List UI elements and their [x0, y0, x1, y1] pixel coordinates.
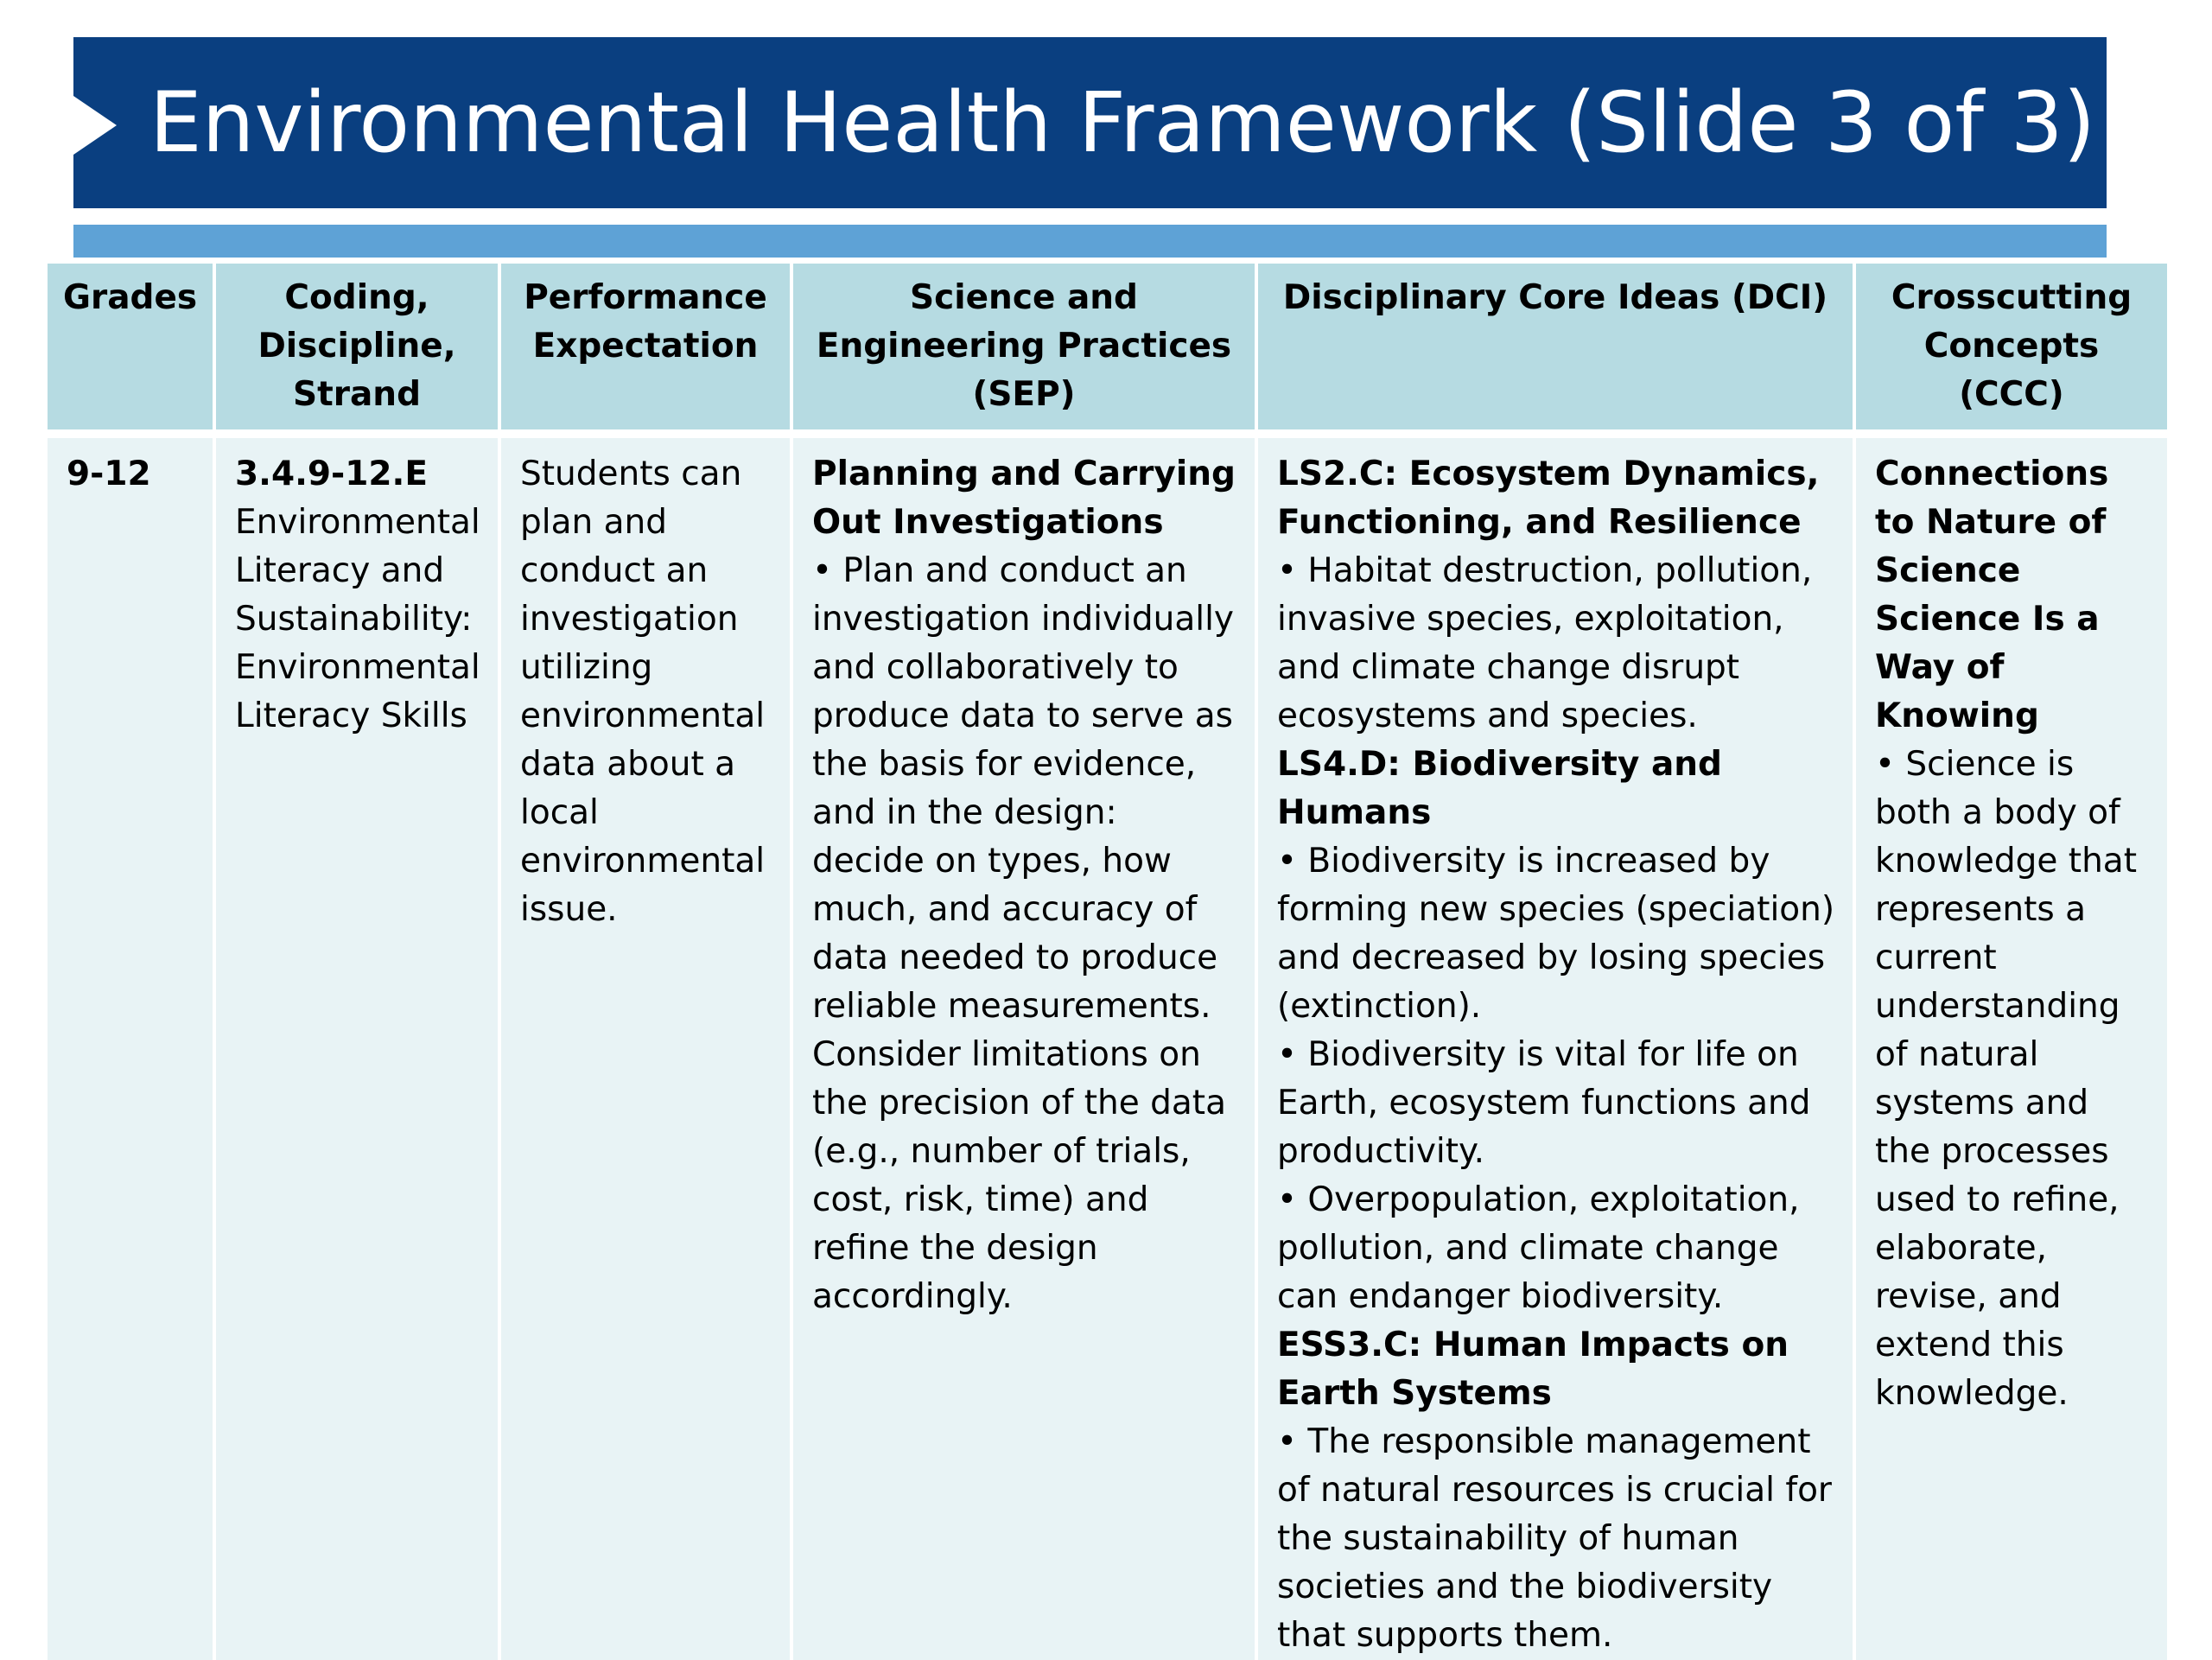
table-header-row: [48, 264, 2167, 429]
dci-heading-ess3c: ESS3.C: Human Impacts on Earth Systems: [1277, 1326, 1789, 1413]
dci-text-ls2c: • Habitat destruction, pollution, invasive species, exploitation, and climate change disrupt ecosystems and species.: [1277, 551, 1813, 735]
slide-title: Environmental Health Framework (Slide 3 of 3): [149, 74, 2096, 171]
dci-text-ls4d-1: • Biodiversity is increased by forming new species (speciation) and decreased by losing species (extinction).: [1277, 842, 1835, 1026]
pe-text: Students can plan and conduct an investigation utilizing environmental data about a local environmental issue.: [520, 455, 766, 929]
chevron-arrow-icon: [73, 96, 117, 155]
table-row: [48, 429, 2167, 1660]
cell-sep: [793, 429, 1258, 1660]
header-performance-expectation: Performance Expectation: [501, 264, 793, 429]
cell-ccc: [1856, 429, 2167, 1660]
dci-text-ls4d-2: • Biodiversity is vital for life on Earth, ecosystem functions and productivity.: [1277, 1035, 1811, 1171]
header-grades: Grades: [48, 264, 216, 429]
dci-text-ess3c: • The responsible management of natural resources is crucial for the sustainability of human societies and the biodiversity that supports them.: [1277, 1422, 1832, 1655]
dci-heading-ls2c: LS2.C: Ecosystem Dynamics, Functioning, and Resilience: [1277, 455, 1820, 542]
header-ccc: Crosscutting Concepts (CCC): [1856, 264, 2167, 429]
header-dci: Disciplinary Core Ideas (DCI): [1258, 264, 1856, 429]
cell-dci: [1258, 429, 1856, 1660]
slide-title-bar: [73, 37, 2107, 208]
dci-text-ls4d-3: • Overpopulation, exploitation, pollution, and climate change can endanger biodiversity.: [1277, 1180, 1800, 1316]
ccc-heading-2: Science Is a Way of Knowing: [1875, 600, 2100, 735]
coding-code: 3.4.9-12.E: [235, 455, 428, 493]
cell-performance-expectation: [501, 429, 793, 1660]
header-sep: Science and Engineering Practices (SEP): [793, 264, 1258, 429]
coding-text: Environmental Literacy and Sustainability: Environmental Literacy Skills: [235, 503, 480, 735]
ccc-text: • Science is both a body of knowledge that represents a current understanding of natural systems and the processes used to refine, elaborate, revise, and extend this knowledge.: [1875, 745, 2137, 1413]
sep-heading: Planning and Carrying Out Investigations: [812, 455, 1236, 542]
dci-heading-ls4d: LS4.D: Biodiversity and Humans: [1277, 745, 1722, 832]
cell-grades: [48, 429, 216, 1660]
header-coding: Coding, Discipline, Strand: [216, 264, 501, 429]
sep-text: • Plan and conduct an investigation individually and collaboratively to produce data to serve as the basis for evidence, and in the design: decide on types, how much, and accuracy of data needed to produce reliable measurements. Consider limitations on the precision of the data (e.g., number of trials, cost, risk, time) and refine the design accordingly.: [812, 551, 1235, 1316]
accent-bar: [73, 225, 2107, 258]
ccc-heading-1: Connections to Nature of Science: [1875, 455, 2109, 590]
cell-coding: [216, 429, 501, 1660]
grades-value: 9-12: [67, 455, 151, 493]
framework-table: [48, 264, 2167, 1660]
